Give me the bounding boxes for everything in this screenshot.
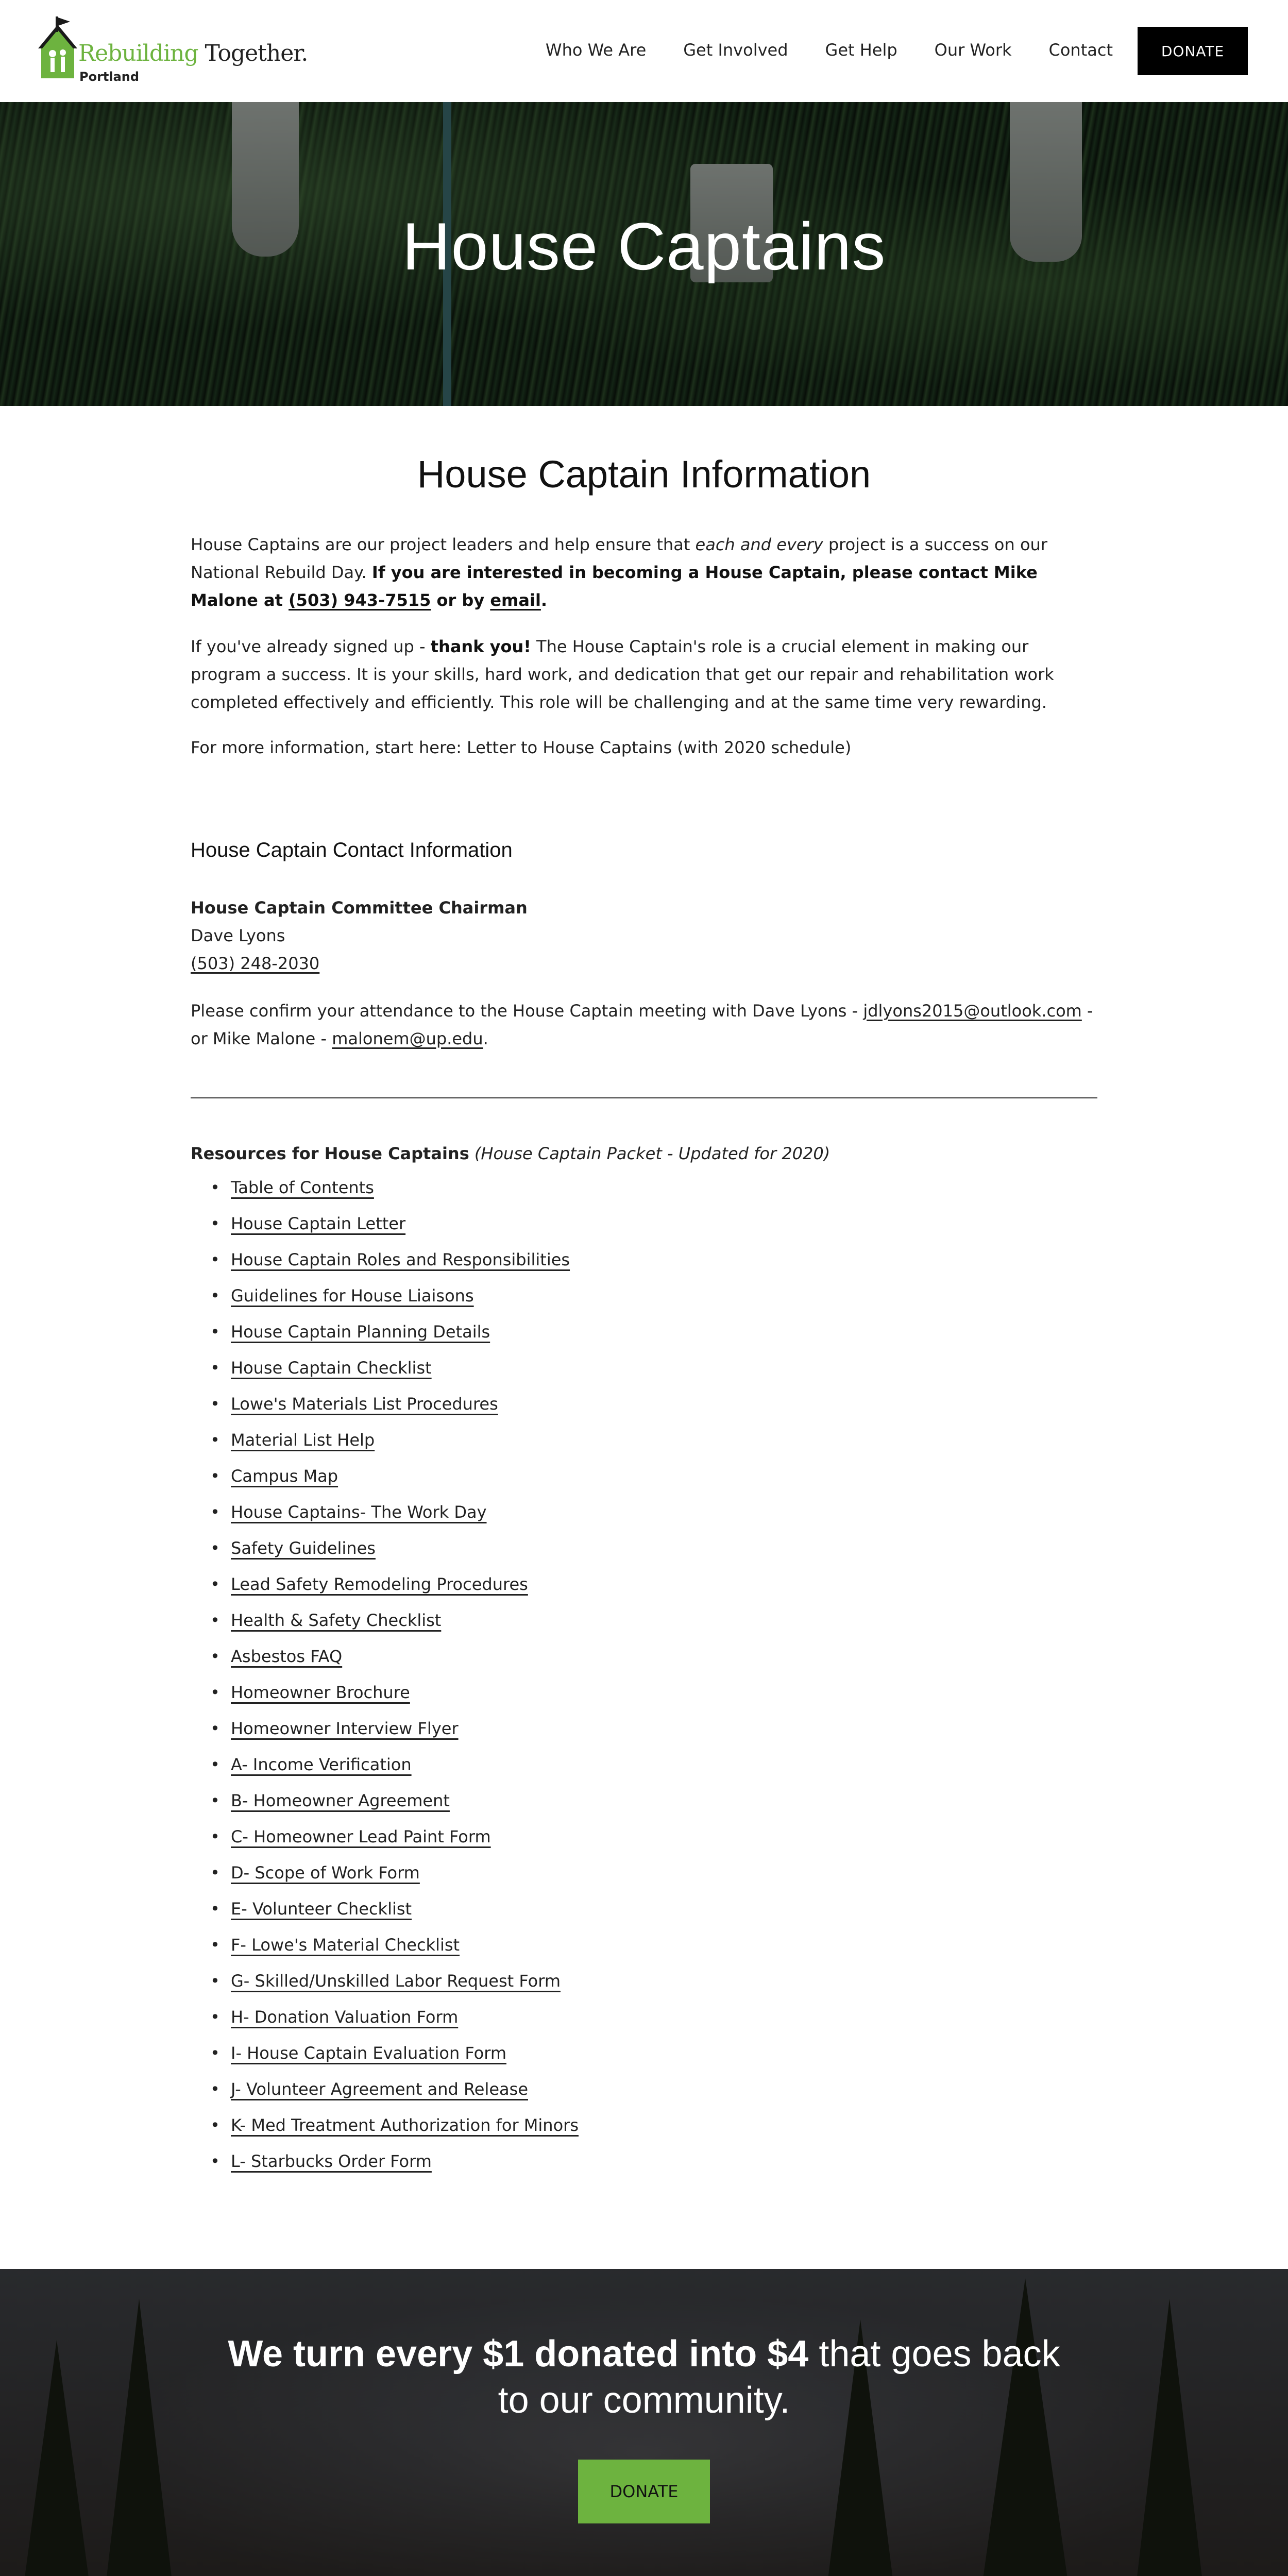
resource-link[interactable]: House Captain Letter bbox=[231, 1214, 406, 1233]
nav-who-we-are[interactable]: Who We Are bbox=[545, 40, 647, 60]
list-item: • A- Income Verification bbox=[210, 1755, 412, 1774]
section-heading-info: House Captain Information bbox=[417, 453, 871, 496]
resource-link[interactable]: Lowe's Materials List Procedures bbox=[231, 1394, 498, 1414]
site-header bbox=[0, 0, 1288, 102]
resource-link[interactable]: H- Donation Valuation Form bbox=[231, 2007, 459, 2027]
logo-subtitle: Portland bbox=[79, 70, 140, 84]
resource-link[interactable]: House Captain Roles and Responsibilities bbox=[231, 1250, 570, 1269]
info-paragraph-3: For more information, start here: Letter to House Captains (with 2020 schedule) bbox=[191, 738, 852, 757]
nav-get-help[interactable]: Get Help bbox=[825, 40, 897, 60]
list-item: • Lowe's Materials List Procedures bbox=[210, 1394, 498, 1414]
list-item: • L- Starbucks Order Form bbox=[210, 2151, 432, 2171]
divider bbox=[191, 1097, 1097, 1098]
list-item: • House Captain Planning Details bbox=[210, 1322, 490, 1342]
info-paragraph-2: If you've already signed up - thank you! The House Captain's role is a crucial element in making our program a success. It is your skills, hard work, and dedication that get our repair and rehabilitation work completed effectively and efficiently. This role will be challenging and at the same time very rewarding. bbox=[191, 637, 1054, 712]
list-item: • House Captains- The Work Day bbox=[210, 1502, 487, 1522]
info-paragraph-1: House Captains are our project leaders and help ensure that each and every project is a success on our National Rebuild Day. If you are interested in becoming a House Captain, please contact Mike Malone at (503) 943-7515 or by email. bbox=[191, 535, 1047, 610]
resource-link[interactable]: House Captain Checklist bbox=[231, 1358, 432, 1378]
tree-silhouette bbox=[979, 2278, 1072, 2576]
list-item: • Health & Safety Checklist bbox=[210, 1611, 442, 1630]
resource-link[interactable]: J- Volunteer Agreement and Release bbox=[231, 2079, 528, 2099]
logo[interactable] bbox=[38, 16, 308, 89]
list-item: • Homeowner Interview Flyer bbox=[210, 1719, 459, 1738]
resource-link[interactable]: Homeowner Brochure bbox=[231, 1683, 410, 1702]
resources-heading: Resources for House Captains (House Captain Packet - Updated for 2020) bbox=[191, 1144, 831, 1163]
chairman-role: House Captain Committee Chairman bbox=[191, 898, 528, 918]
resource-link[interactable]: Health & Safety Checklist bbox=[231, 1611, 442, 1630]
nav-our-work[interactable]: Our Work bbox=[934, 40, 1012, 60]
list-item: • B- Homeowner Agreement bbox=[210, 1791, 450, 1810]
resource-link[interactable]: Table of Contents bbox=[231, 1178, 374, 1197]
list-item: • Guidelines for House Liaisons bbox=[210, 1286, 474, 1306]
resource-link[interactable]: B- Homeowner Agreement bbox=[231, 1791, 450, 1810]
list-item: • Asbestos FAQ bbox=[210, 1647, 343, 1666]
section-heading-contact: House Captain Contact Information bbox=[191, 839, 513, 861]
resource-link[interactable]: House Captain Planning Details bbox=[231, 1322, 490, 1342]
list-item: • House Captain Roles and Responsibilities bbox=[210, 1250, 570, 1269]
resource-link[interactable]: C- Homeowner Lead Paint Form bbox=[231, 1827, 491, 1846]
resource-link[interactable]: D- Scope of Work Form bbox=[231, 1863, 420, 1883]
donate-button[interactable]: DONATE bbox=[1138, 27, 1248, 75]
list-item: • Homeowner Brochure bbox=[210, 1683, 410, 1702]
cta-headline: We turn every $1 donated into $4 that goes back to our community. bbox=[228, 2333, 1060, 2421]
resource-link[interactable]: Safety Guidelines bbox=[231, 1538, 376, 1558]
resource-link[interactable]: Guidelines for House Liaisons bbox=[231, 1286, 474, 1306]
list-item: • House Captain Checklist bbox=[210, 1358, 432, 1378]
resource-link[interactable]: Homeowner Interview Flyer bbox=[231, 1719, 459, 1738]
resource-link[interactable]: House Captains- The Work Day bbox=[231, 1502, 487, 1522]
resource-link[interactable]: A- Income Verification bbox=[231, 1755, 412, 1774]
chairman-phone-link[interactable]: (503) 248-2030 bbox=[191, 954, 320, 973]
nav-get-involved[interactable]: Get Involved bbox=[683, 40, 788, 60]
email-link[interactable]: email bbox=[490, 590, 541, 610]
donate-cta-section bbox=[0, 2269, 1288, 2576]
logo-wordmark: Rebuilding Together. bbox=[78, 40, 308, 66]
resource-link[interactable]: Asbestos FAQ bbox=[231, 1647, 343, 1666]
list-item: • Table of Contents bbox=[210, 1178, 374, 1197]
resource-link[interactable]: Lead Safety Remodeling Procedures bbox=[231, 1574, 528, 1594]
main-nav bbox=[546, 37, 1113, 63]
list-item: • K- Med Treatment Authorization for Minors bbox=[210, 2115, 579, 2135]
resource-link[interactable]: F- Lowe's Material Checklist bbox=[231, 1935, 460, 1955]
confirm-paragraph: Please confirm your attendance to the House Captain meeting with Dave Lyons - jdlyons2015@outlook.com - or Mike Malone - malonem@up.edu. bbox=[191, 1001, 1093, 1048]
cta-donate-button[interactable]: DONATE bbox=[578, 2460, 710, 2523]
list-item: • C- Homeowner Lead Paint Form bbox=[210, 1827, 491, 1846]
hero-banner bbox=[0, 102, 1288, 406]
list-item: • E- Volunteer Checklist bbox=[210, 1899, 412, 1919]
list-item: • Campus Map bbox=[210, 1466, 338, 1486]
resource-link[interactable]: E- Volunteer Checklist bbox=[231, 1899, 412, 1919]
list-item: • Material List Help bbox=[210, 1430, 375, 1450]
resource-link[interactable]: K- Med Treatment Authorization for Minors bbox=[231, 2115, 579, 2135]
phone-link[interactable]: (503) 943-7515 bbox=[289, 590, 431, 610]
house-logo-icon bbox=[38, 16, 81, 84]
list-item: • House Captain Letter bbox=[210, 1214, 406, 1233]
resource-link[interactable]: I- House Captain Evaluation Form bbox=[231, 2043, 506, 2063]
resource-link[interactable]: Material List Help bbox=[231, 1430, 375, 1450]
list-item: • G- Skilled/Unskilled Labor Request Form bbox=[210, 1971, 561, 1991]
list-item: • F- Lowe's Material Checklist bbox=[210, 1935, 460, 1955]
list-item: • D- Scope of Work Form bbox=[210, 1863, 420, 1883]
resource-link[interactable]: Campus Map bbox=[231, 1466, 338, 1486]
nav-contact[interactable]: Contact bbox=[1048, 40, 1113, 60]
dave-email-link[interactable]: jdlyons2015@outlook.com bbox=[863, 1001, 1082, 1021]
mike-email-link[interactable]: malonem@up.edu bbox=[332, 1029, 483, 1048]
page-title: House Captains bbox=[402, 209, 886, 284]
chairman-name: Dave Lyons bbox=[191, 926, 285, 945]
list-item: • Safety Guidelines bbox=[210, 1538, 376, 1558]
resource-link[interactable]: G- Skilled/Unskilled Labor Request Form bbox=[231, 1971, 561, 1991]
list-item: • Lead Safety Remodeling Procedures bbox=[210, 1574, 528, 1594]
resource-link[interactable]: L- Starbucks Order Form bbox=[231, 2151, 432, 2171]
list-item: • J- Volunteer Agreement and Release bbox=[210, 2079, 528, 2099]
list-item: • I- House Captain Evaluation Form bbox=[210, 2043, 506, 2063]
list-item: • H- Donation Valuation Form bbox=[210, 2007, 459, 2027]
